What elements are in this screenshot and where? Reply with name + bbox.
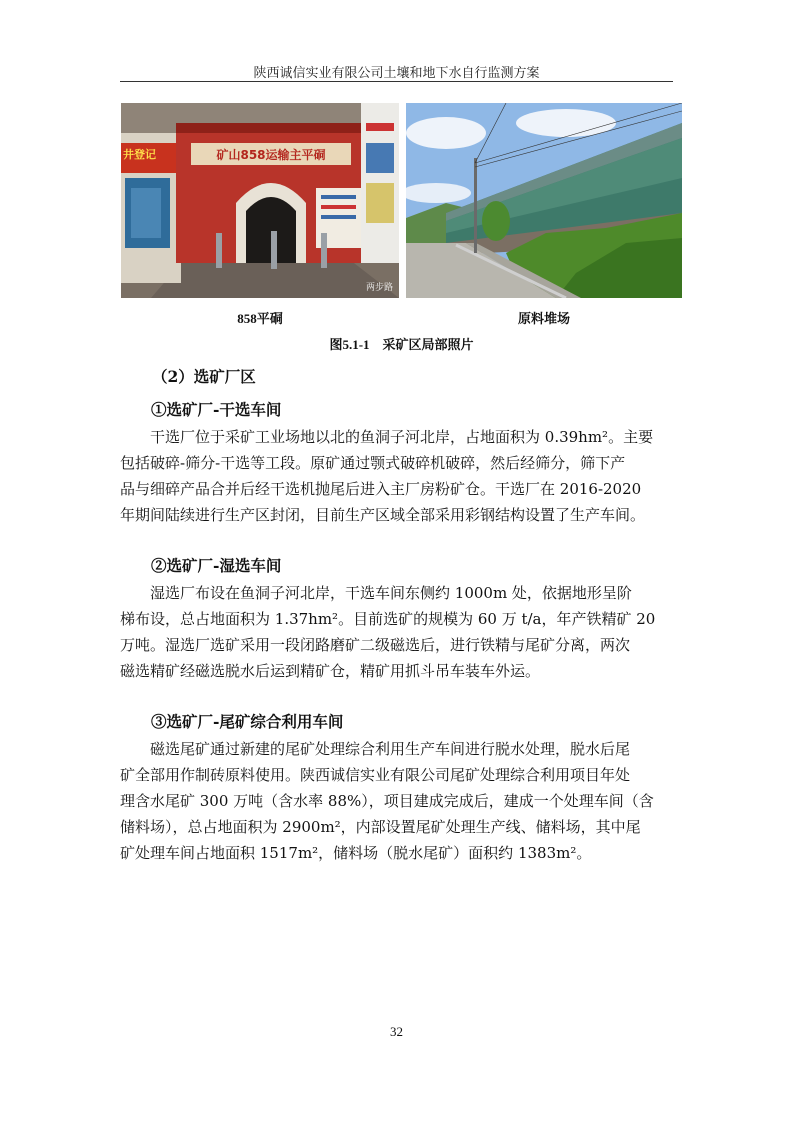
adit-photo-drawing — [121, 103, 399, 298]
text-line: 理含水尾矿 300 万吨（含水率 88%），项目建成完成后，建成一个处理车间（含 — [120, 792, 654, 810]
paragraph-wet-separation — [120, 580, 675, 684]
text-line: 年期间陆续进行生产区封闭，目前生产区域全部采用彩钢结构设置了生产车间。 — [120, 506, 646, 524]
text-line: 万吨。湿选厂选矿采用一段闭路磨矿二级磁选后，进行铁精与尾矿分离，两次 — [120, 636, 631, 654]
text-line: 矿处理车间占地面积 1517m²，储料场（脱水尾矿）面积约 1383m²。 — [120, 844, 592, 862]
text-line: 品与细碎产品合并后经干选机抛尾后进入主厂房粉矿仓。干选厂在 2016-2020 — [120, 480, 642, 498]
text-line: 湿选厂布设在鱼洞子河北岸，干选车间东侧约 1000m 处，依据地形呈阶 — [120, 584, 632, 602]
adit-photo — [121, 103, 399, 298]
text-line: 矿全部用作制砖原料使用。陕西诚信实业有限公司尾矿处理综合利用项目年处 — [120, 766, 631, 784]
page-header: 陕西诚信实业有限公司土壤和地下水自行监测方案 — [253, 66, 540, 81]
subsection-heading-tailings: ③选矿厂-尾矿综合利用车间 — [151, 712, 344, 731]
figure-caption: 图5.1-1 采矿区局部照片 — [329, 337, 474, 352]
booth-sign: 井登记 — [123, 148, 156, 161]
text-line: 包括破碎-筛分-干选等工段。原矿通过颚式破碎机破碎，然后经筛分，筛下产 — [120, 454, 626, 472]
right-photo-caption: 原料堆场 — [517, 311, 570, 326]
text-line: 干选厂位于采矿工业场地以北的鱼洞子河北岸，占地面积为 0.39hm²。主要 — [120, 428, 654, 446]
page-number: 32 — [390, 1024, 403, 1039]
text-line: 磁选尾矿通过新建的尾矿处理综合利用生产车间进行脱水处理，脱水后尾 — [120, 740, 631, 758]
stockyard-photo — [406, 103, 682, 298]
text-line: 梯布设，总占地面积为 1.37hm²。目前选矿的规模为 60 万 t/a，年产铁精矿 20 — [120, 610, 656, 628]
adit-banner: 矿山858运输主平硐 — [216, 148, 326, 162]
left-photo-caption: 858平硐 — [237, 311, 283, 326]
text-line: 储料场），总占地面积为 2900m²，内部设置尾矿处理生产线、储料场，其中尾 — [120, 818, 641, 836]
paragraph-tailings — [120, 736, 675, 866]
paragraph-dry-separation — [120, 424, 675, 528]
text-line: 磁选精矿经磁选脱水后运到精矿仓，精矿用抓斗吊车装车外运。 — [120, 662, 541, 680]
subsection-heading-wet-separation: ②选矿厂-湿选车间 — [151, 556, 282, 575]
stockyard-photo-drawing — [406, 103, 682, 298]
subsection-heading-dry-separation: ①选矿厂-干选车间 — [151, 400, 282, 419]
watermark: 两步路 — [365, 283, 393, 293]
section-heading: （2）选矿厂区 — [152, 367, 256, 386]
header-rule — [120, 81, 673, 82]
